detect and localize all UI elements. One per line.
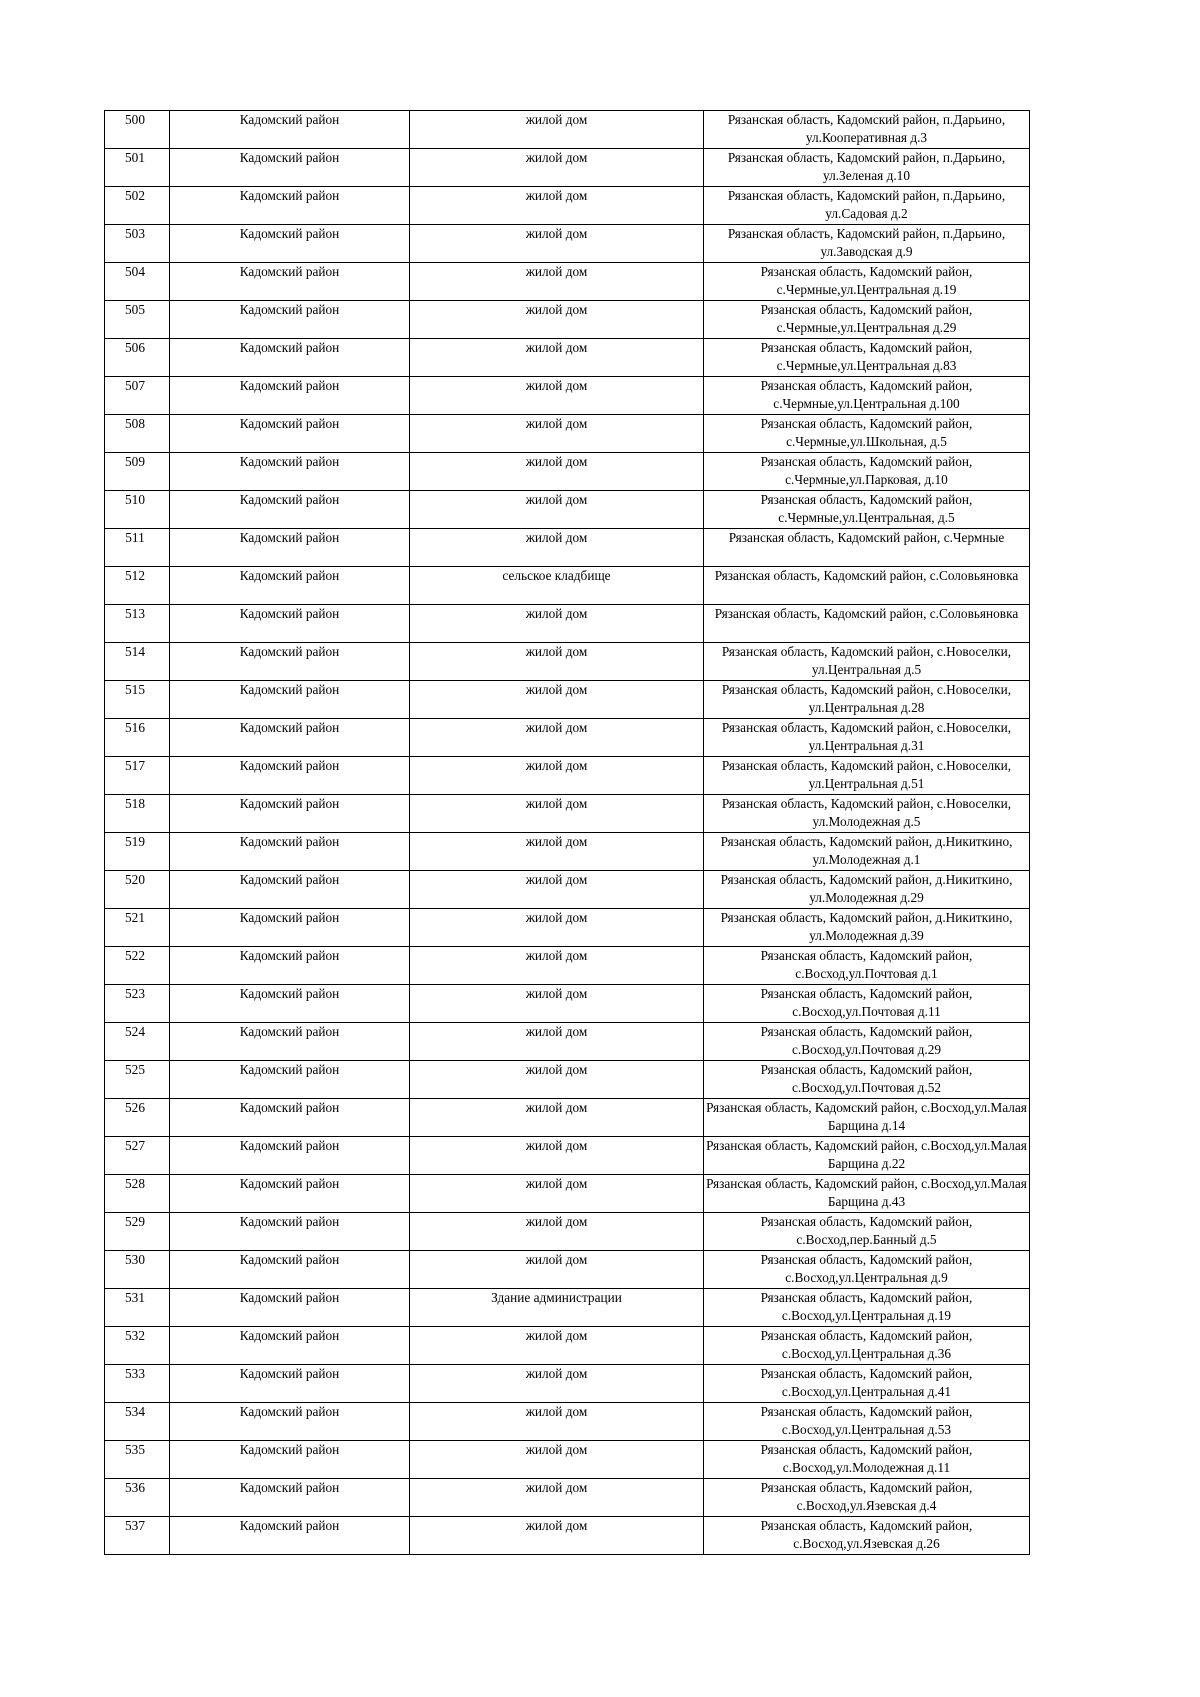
address-cell: Рязанская область, Кадомский район, с.Восход,ул.Почтовая д.1 <box>704 947 1030 985</box>
address-cell: Рязанская область, Кадомский район, п.Дарьино, ул.Садовая д.2 <box>704 187 1030 225</box>
district-cell: Кадомский район <box>170 681 410 719</box>
row-number-cell: 533 <box>105 1365 170 1403</box>
table-row <box>105 111 1030 149</box>
district-cell: Кадомский район <box>170 1479 410 1517</box>
district-cell: Кадомский район <box>170 1289 410 1327</box>
address-cell: Рязанская область, Кадомский район, с.Новоселки, ул.Центральная д.28 <box>704 681 1030 719</box>
table-row <box>105 1403 1030 1441</box>
address-cell: Рязанская область, Кадомский район, с.Восход,ул.Центральная д.41 <box>704 1365 1030 1403</box>
district-cell: Кадомский район <box>170 529 410 567</box>
row-number-cell: 535 <box>105 1441 170 1479</box>
address-cell: Рязанская область, Кадомский район, д.Никиткино, ул.Молодежная д.1 <box>704 833 1030 871</box>
object-type-cell: жилой дом <box>410 1137 704 1175</box>
table-row <box>105 225 1030 263</box>
address-cell: Рязанская область, Кадомский район, с.Чермные,ул.Центральная, д.5 <box>704 491 1030 529</box>
object-type-cell: жилой дом <box>410 1175 704 1213</box>
object-type-cell: жилой дом <box>410 301 704 339</box>
district-cell: Кадомский район <box>170 1175 410 1213</box>
object-type-cell: жилой дом <box>410 643 704 681</box>
address-cell: Рязанская область, Кадомский район, с.Восход,ул.Центральная д.36 <box>704 1327 1030 1365</box>
row-number-cell: 520 <box>105 871 170 909</box>
table-row <box>105 491 1030 529</box>
address-cell: Рязанская область, Кадомский район, с.Чермные,ул.Центральная д.29 <box>704 301 1030 339</box>
district-cell: Кадомский район <box>170 415 410 453</box>
object-type-cell: жилой дом <box>410 339 704 377</box>
table-row <box>105 187 1030 225</box>
table-row <box>105 377 1030 415</box>
district-cell: Кадомский район <box>170 833 410 871</box>
row-number-cell: 531 <box>105 1289 170 1327</box>
table-row <box>105 1441 1030 1479</box>
district-cell: Кадомский район <box>170 1441 410 1479</box>
object-type-cell: жилой дом <box>410 909 704 947</box>
object-type-cell: жилой дом <box>410 719 704 757</box>
table-row <box>105 529 1030 567</box>
table-row <box>105 149 1030 187</box>
table-row <box>105 643 1030 681</box>
address-cell: Рязанская область, Кадомский район, с.Восход,ул.Центральная д.53 <box>704 1403 1030 1441</box>
address-cell: Рязанская область, Кадомский район, с.Чермные,ул.Центральная д.100 <box>704 377 1030 415</box>
address-cell: Рязанская область, Кадомский район, с.Восход,пер.Банный д.5 <box>704 1213 1030 1251</box>
address-cell: Рязанская область, Кадомский район, с.Восход,ул.Центральная д.9 <box>704 1251 1030 1289</box>
object-type-cell: сельское кладбище <box>410 567 704 605</box>
row-number-cell: 521 <box>105 909 170 947</box>
district-cell: Кадомский район <box>170 1213 410 1251</box>
address-cell: Рязанская область, Кадомский район, с.Восход,ул.Язевская д.26 <box>704 1517 1030 1555</box>
address-cell: Рязанская область, Кадомский район, с.Чермные,ул.Школьная, д.5 <box>704 415 1030 453</box>
row-number-cell: 509 <box>105 453 170 491</box>
district-cell: Кадомский район <box>170 339 410 377</box>
district-cell: Кадомский район <box>170 491 410 529</box>
district-cell: Кадомский район <box>170 263 410 301</box>
object-type-cell: жилой дом <box>410 225 704 263</box>
table-row <box>105 415 1030 453</box>
address-cell: Рязанская область, Кадомский район, с.Восход,ул.Почтовая д.52 <box>704 1061 1030 1099</box>
row-number-cell: 517 <box>105 757 170 795</box>
object-type-cell: жилой дом <box>410 415 704 453</box>
table-row <box>105 1251 1030 1289</box>
address-cell: Рязанская область, Кадомский район, с.Восход,ул.Центральная д.19 <box>704 1289 1030 1327</box>
row-number-cell: 510 <box>105 491 170 529</box>
address-cell: Рязанская область, Кадомский район, с.Восход,ул.Почтовая д.11 <box>704 985 1030 1023</box>
district-cell: Кадомский район <box>170 1403 410 1441</box>
address-cell: Рязанская область, Кадомский район, с.Соловьяновка <box>704 605 1030 643</box>
object-type-cell: жилой дом <box>410 377 704 415</box>
row-number-cell: 508 <box>105 415 170 453</box>
object-type-cell: жилой дом <box>410 1327 704 1365</box>
row-number-cell: 534 <box>105 1403 170 1441</box>
row-number-cell: 529 <box>105 1213 170 1251</box>
district-cell: Кадомский район <box>170 605 410 643</box>
object-type-cell: жилой дом <box>410 263 704 301</box>
object-type-cell: жилой дом <box>410 605 704 643</box>
row-number-cell: 519 <box>105 833 170 871</box>
district-cell: Кадомский район <box>170 1023 410 1061</box>
district-cell: Кадомский район <box>170 1061 410 1099</box>
district-cell: Кадомский район <box>170 1327 410 1365</box>
row-number-cell: 524 <box>105 1023 170 1061</box>
table-row <box>105 719 1030 757</box>
row-number-cell: 518 <box>105 795 170 833</box>
row-number-cell: 530 <box>105 1251 170 1289</box>
address-cell: Рязанская область, Кадомский район, с.Чермные,ул.Центральная д.83 <box>704 339 1030 377</box>
row-number-cell: 522 <box>105 947 170 985</box>
district-cell: Кадомский район <box>170 871 410 909</box>
object-type-cell: жилой дом <box>410 1479 704 1517</box>
district-cell: Кадомский район <box>170 947 410 985</box>
row-number-cell: 532 <box>105 1327 170 1365</box>
row-number-cell: 526 <box>105 1099 170 1137</box>
district-cell: Кадомский район <box>170 301 410 339</box>
address-cell: Рязанская область, Кадомский район, п.Дарьино, ул.Заводская д.9 <box>704 225 1030 263</box>
district-cell: Кадомский район <box>170 453 410 491</box>
district-cell: Кадомский район <box>170 1251 410 1289</box>
object-type-cell: жилой дом <box>410 453 704 491</box>
district-cell: Кадомский район <box>170 111 410 149</box>
object-type-cell: жилой дом <box>410 1403 704 1441</box>
table-row <box>105 1137 1030 1175</box>
table-row <box>105 871 1030 909</box>
row-number-cell: 514 <box>105 643 170 681</box>
address-cell: Рязанская область, Кадомский район, с.Чермные,ул.Центральная д.19 <box>704 263 1030 301</box>
row-number-cell: 516 <box>105 719 170 757</box>
district-cell: Кадомский район <box>170 1365 410 1403</box>
registry-table <box>104 110 1030 1555</box>
row-number-cell: 502 <box>105 187 170 225</box>
object-type-cell: жилой дом <box>410 681 704 719</box>
table-row <box>105 1213 1030 1251</box>
object-type-cell: жилой дом <box>410 1365 704 1403</box>
table-row <box>105 339 1030 377</box>
table-row <box>105 909 1030 947</box>
row-number-cell: 528 <box>105 1175 170 1213</box>
address-cell: Рязанская область, Кадомский район, с.Чермные,ул.Парковая, д.10 <box>704 453 1030 491</box>
row-number-cell: 513 <box>105 605 170 643</box>
table-row <box>105 1365 1030 1403</box>
address-cell: Рязанская область, Кадомский район, с.Восход,ул.Малая Барщина д.14 <box>704 1099 1030 1137</box>
table-row <box>105 567 1030 605</box>
object-type-cell: жилой дом <box>410 1023 704 1061</box>
table-row <box>105 263 1030 301</box>
row-number-cell: 505 <box>105 301 170 339</box>
district-cell: Кадомский район <box>170 1137 410 1175</box>
table-row <box>105 1517 1030 1555</box>
table-row <box>105 1061 1030 1099</box>
address-cell: Рязанская область, Кадомский район, д.Никиткино, ул.Молодежная д.39 <box>704 909 1030 947</box>
object-type-cell: жилой дом <box>410 1251 704 1289</box>
address-cell: Рязанская область, Кадомский район, с.Новоселки, ул.Молодежная д.5 <box>704 795 1030 833</box>
district-cell: Кадомский район <box>170 1517 410 1555</box>
address-cell: Рязанская область, Кадомский район, с.Восход,ул.Язевская д.4 <box>704 1479 1030 1517</box>
table-row <box>105 453 1030 491</box>
address-cell: Рязанская область, Кадомский район, с.Новоселки, ул.Центральная д.31 <box>704 719 1030 757</box>
object-type-cell: Здание администрации <box>410 1289 704 1327</box>
address-cell: Рязанская область, Кадомский район, с.Восход,ул.Молодежная д.11 <box>704 1441 1030 1479</box>
address-cell: Рязанская область, Кадомский район, п.Дарьино, ул.Кооперативная д.3 <box>704 111 1030 149</box>
row-number-cell: 527 <box>105 1137 170 1175</box>
object-type-cell: жилой дом <box>410 1061 704 1099</box>
row-number-cell: 512 <box>105 567 170 605</box>
district-cell: Кадомский район <box>170 985 410 1023</box>
row-number-cell: 500 <box>105 111 170 149</box>
table-row <box>105 605 1030 643</box>
table-row <box>105 947 1030 985</box>
table-row <box>105 833 1030 871</box>
row-number-cell: 507 <box>105 377 170 415</box>
district-cell: Кадомский район <box>170 149 410 187</box>
row-number-cell: 525 <box>105 1061 170 1099</box>
table-row <box>105 1327 1030 1365</box>
district-cell: Кадомский район <box>170 567 410 605</box>
table-row <box>105 985 1030 1023</box>
table-row <box>105 681 1030 719</box>
district-cell: Кадомский район <box>170 795 410 833</box>
district-cell: Кадомский район <box>170 187 410 225</box>
object-type-cell: жилой дом <box>410 1517 704 1555</box>
object-type-cell: жилой дом <box>410 871 704 909</box>
object-type-cell: жилой дом <box>410 1213 704 1251</box>
object-type-cell: жилой дом <box>410 985 704 1023</box>
district-cell: Кадомский район <box>170 757 410 795</box>
object-type-cell: жилой дом <box>410 1441 704 1479</box>
row-number-cell: 506 <box>105 339 170 377</box>
address-cell: Рязанская область, Кадомский район, п.Дарьино, ул.Зеленая д.10 <box>704 149 1030 187</box>
object-type-cell: жилой дом <box>410 757 704 795</box>
table-row <box>105 301 1030 339</box>
row-number-cell: 511 <box>105 529 170 567</box>
table-row <box>105 1479 1030 1517</box>
row-number-cell: 504 <box>105 263 170 301</box>
address-cell: Рязанская область, Кадомский район, с.Восход,ул.Почтовая д.29 <box>704 1023 1030 1061</box>
table-row <box>105 1099 1030 1137</box>
address-cell: Рязанская область, Кадомский район, с.Соловьяновка <box>704 567 1030 605</box>
object-type-cell: жилой дом <box>410 1099 704 1137</box>
object-type-cell: жилой дом <box>410 833 704 871</box>
table-row <box>105 1023 1030 1061</box>
object-type-cell: жилой дом <box>410 187 704 225</box>
table-row <box>105 795 1030 833</box>
district-cell: Кадомский район <box>170 643 410 681</box>
row-number-cell: 503 <box>105 225 170 263</box>
object-type-cell: жилой дом <box>410 529 704 567</box>
table-row <box>105 757 1030 795</box>
row-number-cell: 515 <box>105 681 170 719</box>
district-cell: Кадомский район <box>170 377 410 415</box>
table-row <box>105 1289 1030 1327</box>
object-type-cell: жилой дом <box>410 111 704 149</box>
address-cell: Рязанская область, Кадомский район, д.Никиткино, ул.Молодежная д.29 <box>704 871 1030 909</box>
address-cell: Рязанская область, Кадомский район, с.Новоселки, ул.Центральная д.51 <box>704 757 1030 795</box>
row-number-cell: 537 <box>105 1517 170 1555</box>
district-cell: Кадомский район <box>170 225 410 263</box>
district-cell: Кадомский район <box>170 909 410 947</box>
row-number-cell: 501 <box>105 149 170 187</box>
row-number-cell: 536 <box>105 1479 170 1517</box>
address-cell: Рязанская область, Кадомский район, с.Восход,ул.Малая Барщина д.22 <box>704 1137 1030 1175</box>
object-type-cell: жилой дом <box>410 947 704 985</box>
address-cell: Рязанская область, Кадомский район, с.Чермные <box>704 529 1030 567</box>
object-type-cell: жилой дом <box>410 491 704 529</box>
registry-table-body <box>105 111 1030 1555</box>
address-cell: Рязанская область, Кадомский район, с.Новоселки, ул.Центральная д.5 <box>704 643 1030 681</box>
address-cell: Рязанская область, Кадомский район, с.Восход,ул.Малая Барщина д.43 <box>704 1175 1030 1213</box>
district-cell: Кадомский район <box>170 719 410 757</box>
row-number-cell: 523 <box>105 985 170 1023</box>
object-type-cell: жилой дом <box>410 149 704 187</box>
object-type-cell: жилой дом <box>410 795 704 833</box>
district-cell: Кадомский район <box>170 1099 410 1137</box>
table-row <box>105 1175 1030 1213</box>
